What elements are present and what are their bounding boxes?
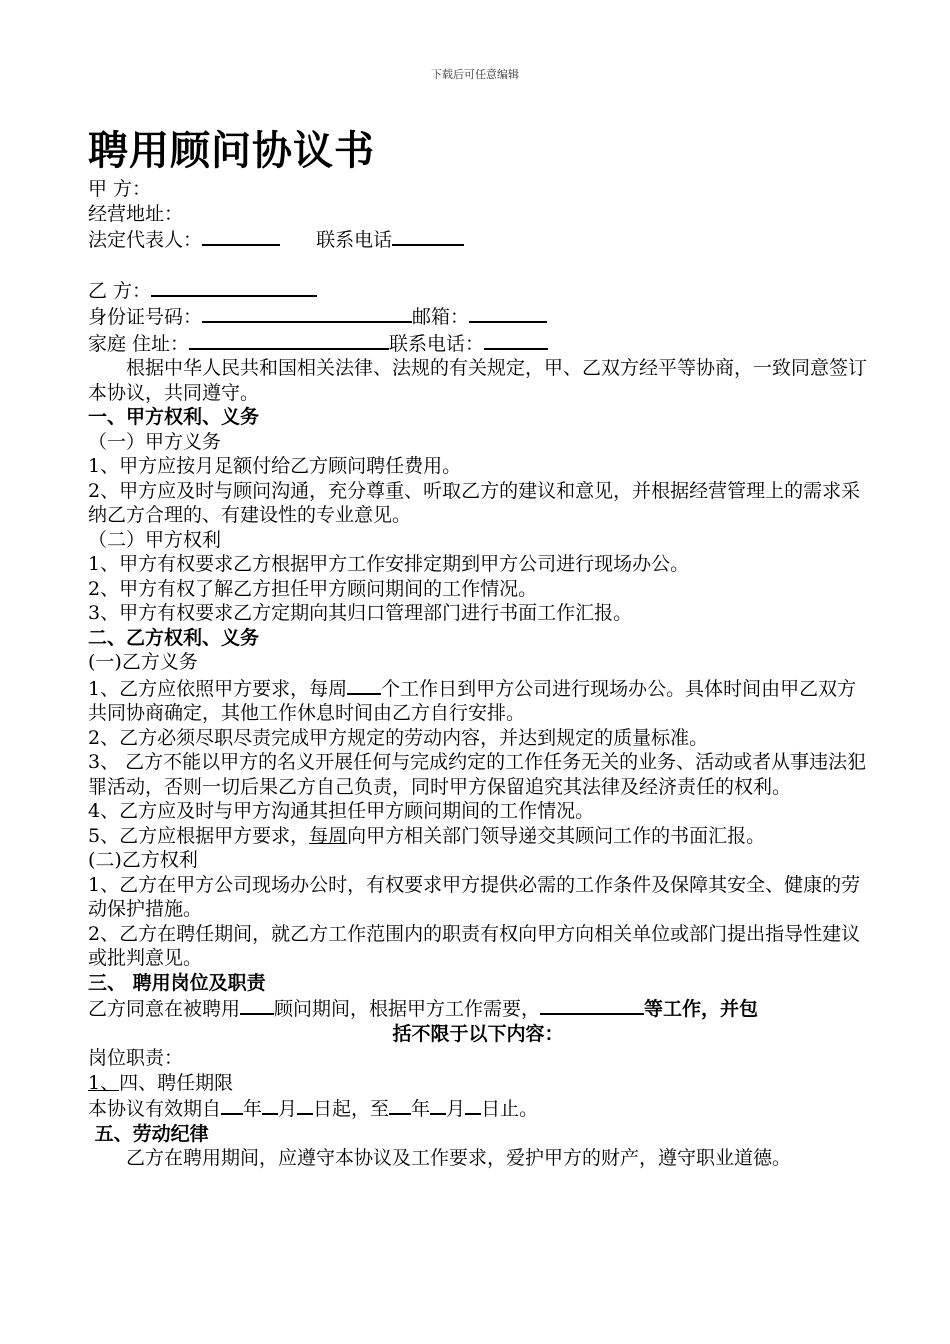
- section-1-heading: 一、甲方权利、义务: [88, 406, 260, 428]
- term-text-f: 月: [446, 1098, 466, 1120]
- section-3-para-c: 等工作，并包: [644, 998, 759, 1020]
- party-a-rep-line: [88, 226, 868, 253]
- work-blank[interactable]: [540, 995, 644, 1015]
- term-text-a: 本协议有效期自: [88, 1098, 222, 1120]
- start-day-blank[interactable]: [297, 1095, 313, 1115]
- term-text-c: 月: [278, 1098, 298, 1120]
- section-2-item-1-b: 个工作日到甲方公司进行现场办公。具体时间由甲乙双方共同协商确定，其他工作休息时间由乙方自行安排。: [88, 677, 857, 724]
- party-b-phone-label: 联系电话：: [389, 332, 485, 355]
- party-a-phone-label: 联系电话: [316, 229, 393, 251]
- end-year-blank[interactable]: [389, 1095, 411, 1115]
- party-a-label: 甲 方：: [88, 178, 152, 200]
- section-1-sub-1: （一）甲方义务: [88, 430, 222, 453]
- section-5-heading: 五、劳动纪律: [88, 1122, 209, 1145]
- section-1-item-1: 1、甲方应按月足额付给乙方顾问聘任费用。: [88, 455, 462, 477]
- section-3-para-line-2: 括不限于以下内容：: [392, 1022, 564, 1045]
- term-text-d: 日起，至: [313, 1098, 390, 1120]
- section-2-item-2: 2、乙方必须尽职尽责完成甲方规定的劳动内容，并达到规定的质量标准。: [88, 726, 709, 749]
- party-b-home-line: [88, 330, 868, 357]
- email-blank[interactable]: [469, 303, 547, 323]
- phone-b-blank[interactable]: [484, 330, 548, 350]
- term-text-g: 日止。: [481, 1098, 539, 1120]
- section-1-item-3: 1、甲方有权要求乙方根据甲方工作安排定期到甲方公司进行现场办公。: [88, 553, 690, 575]
- position-blank[interactable]: [240, 995, 274, 1015]
- section-2-item-5: [88, 824, 868, 849]
- party-b-line: [88, 277, 868, 304]
- end-day-blank[interactable]: [465, 1095, 481, 1115]
- party-a-rep-label: 法定代表人：: [88, 229, 203, 251]
- party-b-id-label: 身份证号码：: [88, 306, 203, 328]
- days-blank[interactable]: [347, 675, 381, 695]
- section-2-item-3: 3、 乙方不能以甲方的名义开展任何与完成约定的工作任务无关的业务、活动或者从事违法犯罪活动，否则一切后果乙方自己负责，同时甲方保留追究其法律及经济责任的权利。: [88, 751, 867, 798]
- section-2-item-5-a: 5、乙方应根据甲方要求，: [88, 824, 310, 847]
- term-text-b: 年: [243, 1098, 263, 1120]
- section-4-number: 1、: [88, 1071, 120, 1094]
- section-2-item-5-b: 向甲方相关部门领导递交其顾问工作的书面汇报。: [347, 824, 766, 847]
- section-1-item-5: 3、甲方有权要求乙方定期向其归口管理部门进行书面工作汇报。: [88, 602, 633, 624]
- section-3-para-line-1: [88, 995, 868, 1022]
- section-2-item-1: [88, 675, 868, 726]
- party-b-email-label: 邮箱：: [412, 306, 470, 328]
- header-note: 下载后可任意编辑: [431, 68, 519, 81]
- term-text-e: 年: [411, 1098, 431, 1120]
- document-title: 聘用顾问协议书: [88, 128, 375, 174]
- section-5-paragraph: 乙方在聘用期间，应遵守本协议及工作要求，爱护甲方的财产，遵守职业道德。: [126, 1147, 792, 1169]
- duty-label: 岗位职责：: [88, 1047, 184, 1069]
- section-2-heading: 二、乙方权利、义务: [88, 626, 260, 649]
- intro-paragraph: 根据中华人民共和国相关法律、法规的有关规定，甲、乙双方经平等协商，一致同意签订本协议，共同遵守。: [88, 357, 868, 404]
- document-body: [88, 125, 868, 1171]
- section-2-item-4: 4、乙方应及时与甲方沟通其担任甲方顾问期间的工作情况。: [88, 800, 595, 822]
- party-b-label: 乙 方：: [88, 279, 152, 302]
- section-3-para-b: 顾问期间，根据甲方工作需要，: [274, 998, 541, 1020]
- section-4-heading-line: [88, 1071, 868, 1096]
- section-2-item-5-underlined: 每周: [309, 824, 348, 847]
- start-year-blank[interactable]: [221, 1095, 243, 1115]
- rep-blank[interactable]: [202, 226, 280, 246]
- section-1-item-4: 2、甲方有权了解乙方担任甲方顾问期间的工作情况。: [88, 577, 538, 600]
- party-b-home-label: 家庭 住址：: [88, 332, 190, 355]
- party-b-id-line: [88, 303, 868, 330]
- party-a-address-label: 经营地址：: [88, 202, 184, 225]
- party-b-blank[interactable]: [151, 277, 317, 297]
- section-3-heading: 三、 聘用岗位及职责: [88, 971, 266, 994]
- home-blank[interactable]: [189, 330, 389, 350]
- section-2-item-6: 1、乙方在甲方公司现场办公时，有权要求甲方提供必需的工作条件及保障其安全、健康的劳动保护措施。: [88, 873, 861, 920]
- phone-a-blank[interactable]: [392, 226, 464, 246]
- term-line: [88, 1095, 868, 1122]
- section-2-sub-2: (二)乙方权利: [88, 849, 198, 871]
- section-3-para-a: 乙方同意在被聘用: [88, 998, 241, 1020]
- section-1-item-2: 2、甲方应及时与顾问沟通，充分尊重、听取乙方的建议和意见，并根据经营管理上的需求采纳乙方合理的、有建设性的专业意见。: [88, 479, 861, 526]
- section-4-heading: 四、聘任期限: [119, 1071, 234, 1094]
- section-2-sub-1: (一)乙方义务: [88, 651, 198, 673]
- start-month-blank[interactable]: [262, 1095, 278, 1115]
- section-2-item-7: 2、乙方在聘任期间，就乙方工作范围内的职责有权向甲方向相关单位或部门提出指导性建议或批判意见。: [88, 922, 861, 969]
- section-2-item-1-a: 1、乙方应依照甲方要求，每周: [88, 677, 348, 700]
- section-1-sub-2: （二）甲方权利: [88, 528, 222, 551]
- id-blank[interactable]: [202, 303, 412, 323]
- end-month-blank[interactable]: [430, 1095, 446, 1115]
